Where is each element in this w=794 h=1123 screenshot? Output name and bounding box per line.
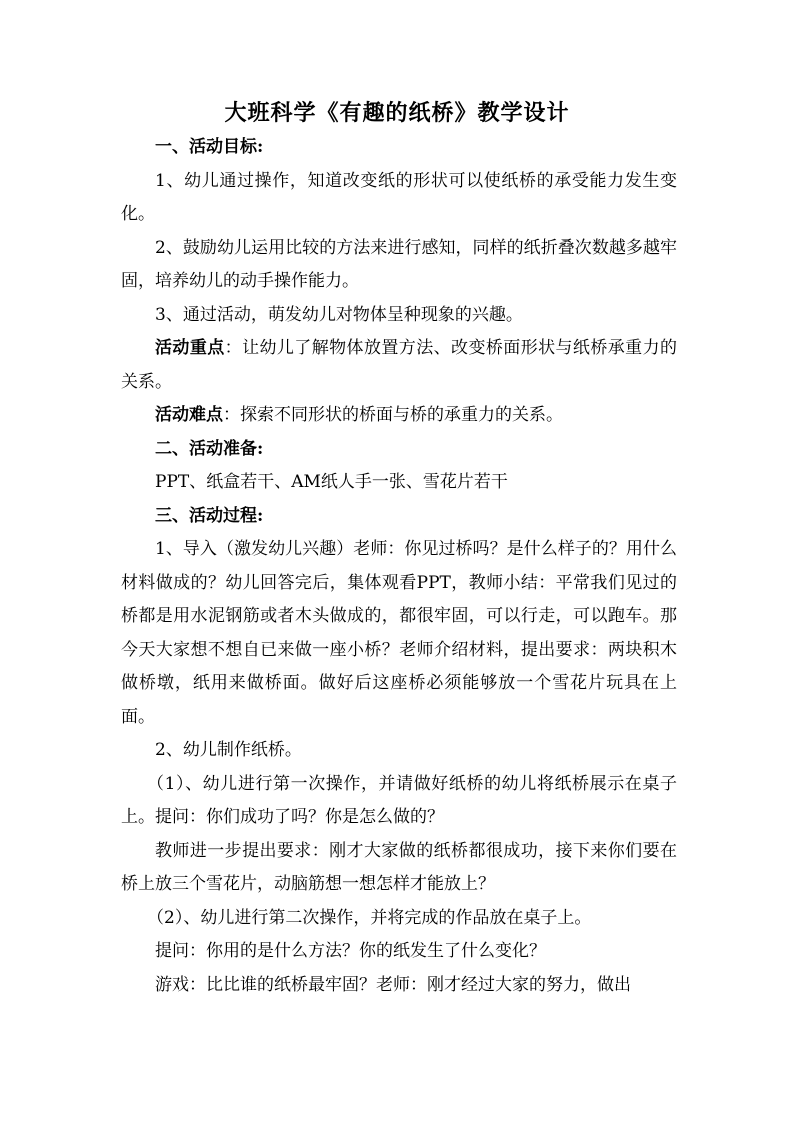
document-body — [121, 131, 677, 1002]
step-2-2: （2）、幼儿进行第二次操作，并将完成的作品放在桌子上。 — [147, 907, 592, 928]
goal-2: 2、鼓励幼儿运用比较的方法来进行感知，同样的纸折叠次数越多越牢固，培养幼儿的动手操作能力。 — [121, 237, 677, 291]
document-title: 大班科学《有趣的纸桥》教学设计 — [224, 100, 570, 126]
difficulty-text: ：探索不同形状的桥面与桥的承重力的关系。 — [223, 405, 563, 425]
step-2: 2、幼儿制作纸桥。 — [155, 740, 302, 760]
section-heading-goals: 一、活动目标: — [155, 137, 264, 157]
section-heading-preparation: 二、活动准备: — [155, 438, 264, 459]
materials-list: PPT、纸盒若干、AM纸人手一张、雪花片若干 — [155, 472, 508, 492]
goal-1: 1、幼儿通过操作，知道改变纸的形状可以使纸桥的承受能力发生变化。 — [121, 170, 677, 224]
difficulty-label: 活动难点 — [155, 405, 223, 425]
section-heading-process: 三、活动过程: — [155, 505, 264, 526]
difficulty-point — [121, 399, 677, 433]
question: 提问：你用的是什么方法？你的纸发生了什么变化？ — [155, 941, 546, 961]
step-1-intro: 1、导入（激发幼儿兴趣）老师：你见过桥吗？是什么样子的？用什么材料做成的？幼儿回答完后，集体观看PPT，教师小结：平常我们见过的桥都是用水泥钢筋或者木头做成的，都很牢固，可以行走，可以跑车。那今天大家想不想自已来做一座小桥？老师介绍材料，提出要求：两块积木做桥墩，纸用来做桥面。做好后这座桥必须能够放一个雪花片玩具在上面。 — [121, 539, 677, 727]
game: 游戏：比比谁的纸桥最牢固？老师：刚才经过大家的努力，做出 — [155, 974, 631, 995]
key-point-text: ：让幼儿了解物体放置方法、改变桥面形状与纸桥承重力的关系。 — [121, 338, 677, 392]
key-point — [121, 332, 677, 399]
teacher-requirement: 教师进一步提出要求：刚才大家做的纸桥都很成功，接下来你们要在桥上放三个雪花片，动脑筋想一想怎样才能放上？ — [121, 840, 677, 894]
key-point-label: 活动重点 — [155, 338, 225, 358]
step-2-1: （1）、幼儿进行第一次操作，并请做好纸桥的幼儿将纸桥展示在桌子上。提问：你们成功了吗？你是怎么做的？ — [121, 773, 677, 827]
goal-3: 3、通过活动，萌发幼儿对物体呈种现象的兴趣。 — [155, 304, 523, 325]
